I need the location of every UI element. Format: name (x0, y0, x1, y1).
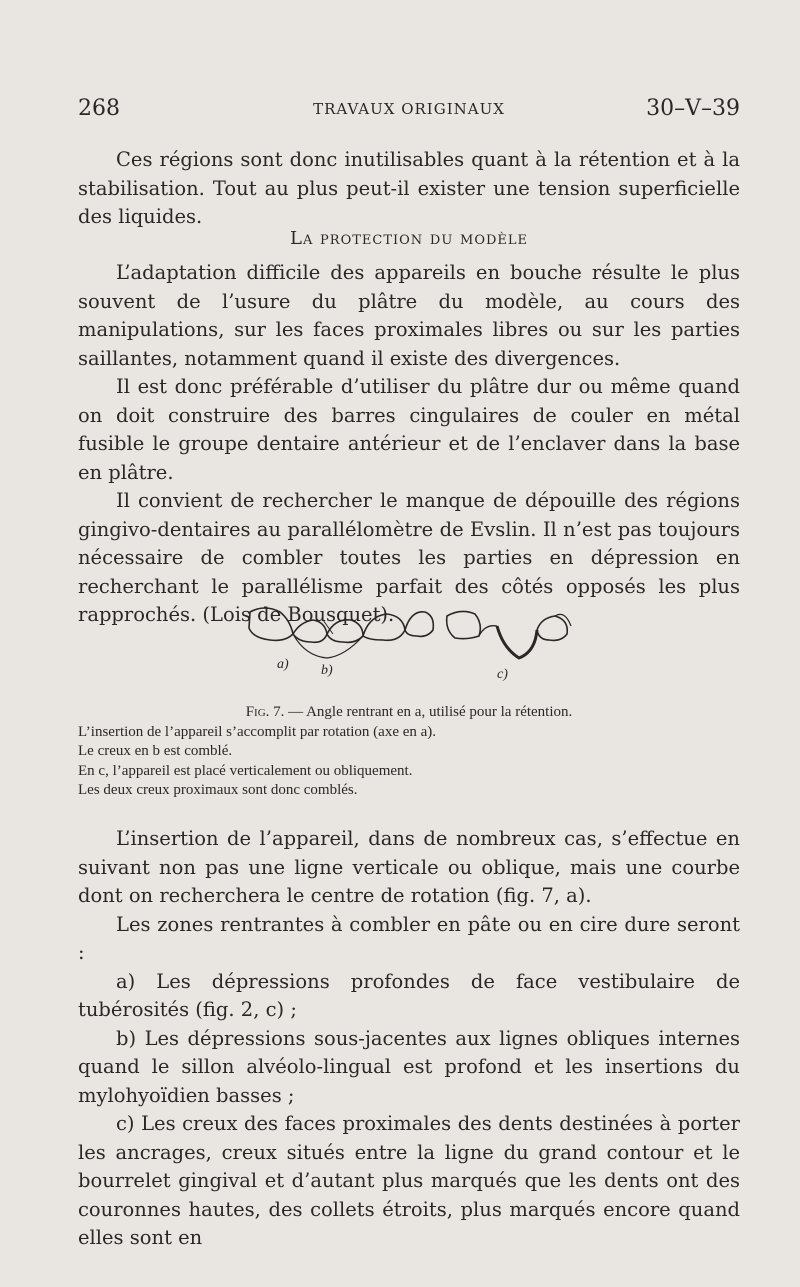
caption-line: Les deux creux proximaux sont donc comblés. (78, 782, 358, 798)
label-c: c) (497, 667, 508, 682)
section-body (78, 259, 740, 630)
fig-number: Fig. 7. (245, 704, 285, 720)
label-b: b) (321, 663, 333, 678)
page-header (78, 96, 740, 126)
paragraph: Les zones rentrantes à combler en pâte ou en cire dure seront : (78, 912, 740, 964)
intro-text (78, 146, 740, 232)
caption-line: L’insertion de l’appareil s’accomplit par rotation (axe en a). (78, 723, 437, 740)
paragraph: b) Les dépressions sous-jacentes aux lignes obliques internes quand le sillon alvéolo-lingual est profond et les insertions du mylohyoïdien basses ; (78, 1026, 740, 1107)
caption-line: En c, l’appareil est placé verticalement ou obliquement. (78, 762, 413, 779)
paragraph: Il est donc préférable d’utiliser du plâtre dur ou même quand on doit construire des barres cingulaires de couler en métal fusible le groupe dentaire antérieur et de l’enclaver dans la base en plâtre. (78, 375, 740, 484)
caption-line: Le creux en b est comblé. (78, 743, 233, 759)
paragraph: Il convient de rechercher le manque de dépouille des régions gingivo-dentaires au parallélomètre de Evslin. Il n’est pas toujours nécessaire de combler toutes les parties en dépression en recherchant le parallélisme parfait des côtés opposés les plus rapprochés. (Lois de Bousquet). (78, 489, 740, 626)
paragraph: L’insertion de l’appareil, dans de nombreux cas, s’effectue en suivant non pas une ligne verticale ou oblique, mais une courbe dont on recherchera le centre de rotation (fig. 7, a). (78, 827, 740, 907)
caption-title-line (78, 703, 740, 723)
paragraph: Ces régions sont donc inutilisables quant à la rétention et à la stabilisation. Tout au plus peut-il exister une tension superficielle des liquides. (78, 148, 740, 228)
page-number: 268 (78, 96, 120, 121)
running-title: TRAVAUX ORIGINAUX (313, 100, 505, 118)
label-a: a) (277, 657, 289, 672)
issue-date: 30–V–39 (646, 96, 740, 121)
paragraph: a) Les dépressions profondes de face vestibulaire de tubérosités (fig. 2, c) ; (78, 969, 740, 1021)
caption-title: — Angle rentrant en a, utilisé pour la rétention. (284, 704, 573, 720)
paragraph: c) Les creux des faces proximales des dents destinées à porter les ancrages, creux situés entre la ligne du grand contour et le bourrelet gingival et d’autant plus marqués que les dents ont des couronnes hautes, des collets étroits, plus marqués encore quand elles sont en (78, 1112, 740, 1249)
figure-caption (78, 703, 740, 801)
paragraph: L’adaptation difficile des appareils en bouche résulte le plus souvent de l’usure du plâtre du modèle, au cours des manipulations, sur les faces proximales libres ou sur les parties saillantes, notamment quand il existe des divergences. (78, 261, 740, 370)
figure-7-illustration (235, 600, 575, 690)
main-text-continued (78, 825, 740, 1253)
section-heading: La protection du modèle (289, 228, 529, 249)
